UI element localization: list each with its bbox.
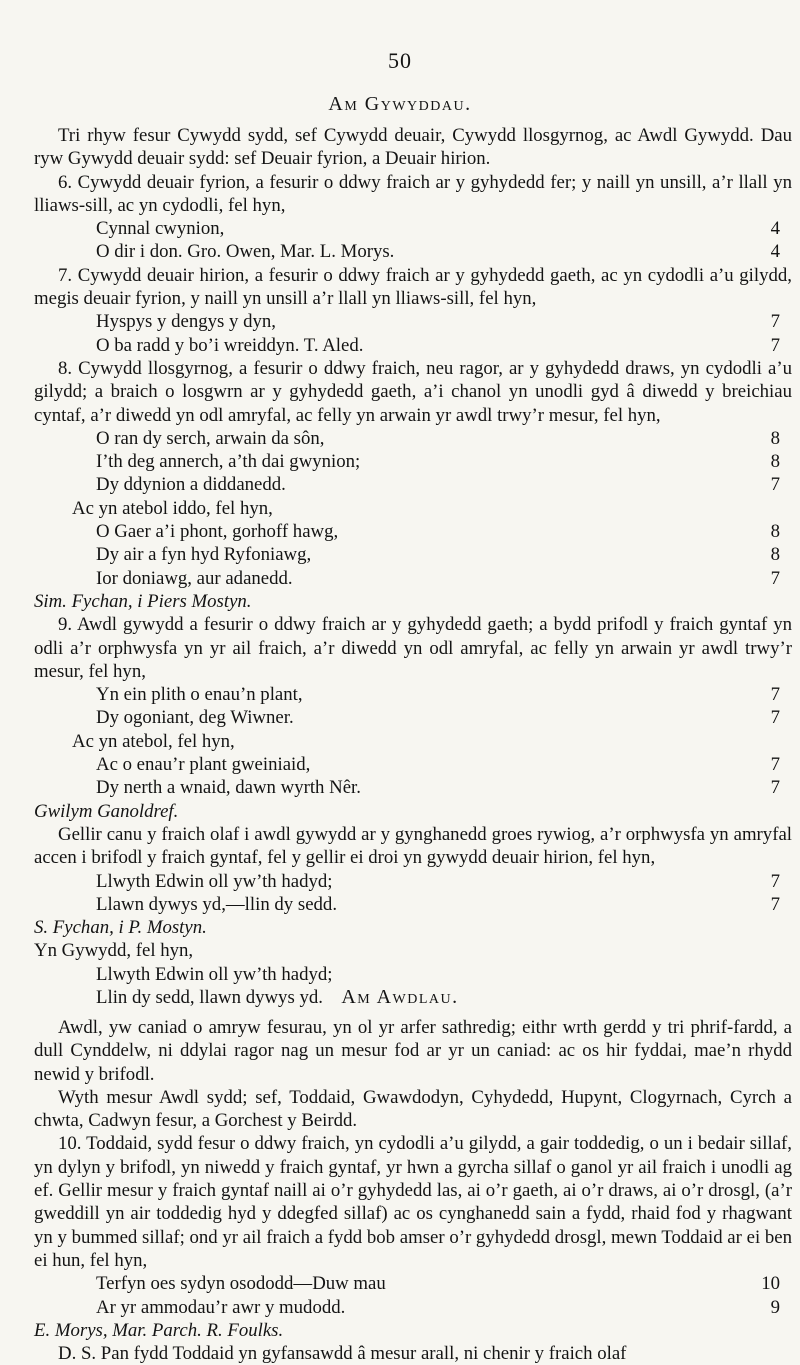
syllable-count: 7	[770, 893, 780, 915]
attribution: Gwilym Ganoldref.	[34, 800, 179, 822]
paragraph-6: 6. Cywydd deuair fyrion, a fesurir o ddwy fraich ar y gyhydedd fer; y naill yn unsill, a’r llall yn lliaws-sill, ac yn cydodli, fel hyn,	[34, 171, 792, 216]
paragraph-7: 7. Cywydd deuair hirion, a fesurir o ddwy fraich ar y gyhydedd gaeth, ac yn cydodli a’u gilydd, megis deuair fyrion, y naill yn unsill a’r llall yn lliaws-sill, fel hyn,	[34, 264, 792, 310]
verse-line: Dy ogoniant, deg Wiwner. 7	[96, 707, 780, 729]
verse-line: Llwyth Edwin oll yw’th hadyd;	[96, 963, 333, 985]
attribution: Sim. Fychan, i Piers Mostyn.	[34, 590, 252, 612]
verse-line: O Gaer a’i phont, gorhoff hawg, 8	[96, 521, 780, 543]
syllable-count: 4	[770, 241, 780, 263]
section-body-awdlau	[34, 1016, 792, 1365]
verse-intro: Ac yn atebol, fel hyn,	[72, 730, 235, 752]
section-heading-awdlau: Am Awdlau.	[341, 986, 459, 1008]
verse-line: Ac o enau’r plant gweiniaid, 7	[96, 754, 780, 776]
verse-intro: Ac yn atebol iddo, fel hyn,	[72, 497, 273, 519]
paragraph: Tri rhyw fesur Cywydd sydd, sef Cywydd deuair, Cywydd llosgyrnog, ac Awdl Gywydd. Dau ryw Gywydd deuair sydd: sef Deuair fyrion, a Deuair hirion.	[34, 125, 792, 170]
page-number: 50	[388, 48, 412, 73]
verse-line: Dy nerth a wnaid, dawn wyrth Nêr. 7	[96, 777, 780, 799]
verse-line: Hyspys y dengys y dyn, 7	[96, 311, 780, 333]
verse-line: Dy air a fyn hyd Ryfoniawg, 8	[96, 544, 780, 566]
verse-line: Terfyn oes sydyn osododd—Duw mau 10	[96, 1273, 780, 1295]
syllable-count: 8	[770, 427, 780, 449]
section-body-cywyddau	[34, 124, 792, 1009]
verse-line: Cynnal cwynion, 4	[96, 218, 780, 240]
verse-line: Ar yr ammodau’r awr y mudodd. 9	[96, 1296, 780, 1318]
syllable-count: 7	[770, 567, 780, 589]
verse-line: Yn ein plith o enau’n plant, 7	[96, 684, 780, 706]
syllable-count: 7	[770, 754, 780, 776]
section-heading-cywyddau: Am Gywyddau.	[328, 93, 472, 115]
verse-line: Llin dy sedd, llawn dywys yd.	[96, 986, 323, 1008]
verse-line: O ba radd y bo’i wreiddyn. T. Aled. 7	[96, 334, 780, 356]
verse-intro: Yn Gywydd, fel hyn,	[34, 940, 194, 962]
verse-line: I’th deg annerch, a’th dai gwynion; 8	[96, 451, 780, 473]
syllable-count: 7	[770, 311, 780, 333]
attribution: E. Morys, Mar. Parch. R. Foulks.	[34, 1319, 284, 1341]
syllable-count: 7	[770, 707, 780, 729]
syllable-count: 10	[761, 1273, 780, 1295]
paragraph: Awdl, yw caniad o amryw fesurau, yn ol yr arfer sathredig; eithr wrth gerdd y tri phrif-fardd, a dull Cynddelw, ni ddylai ragor nag un mesur fod ar yr un caniad: ac os hir fyddai, mae’n rhydd newid y brifodl.	[34, 1017, 792, 1085]
footnote: D. S. Pan fydd Toddaid yn gyfansawdd â mesur arall, ni chenir y fraich olaf	[58, 1343, 627, 1365]
syllable-count: 9	[770, 1296, 780, 1318]
verse-line: Dy ddynion a diddanedd. 7	[96, 474, 780, 496]
syllable-count: 8	[770, 451, 780, 473]
verse-line: Llawn dywys yd,—llin dy sedd. 7	[96, 893, 780, 915]
verse-line: O ran dy serch, arwain da sôn, 8	[96, 427, 780, 449]
paragraph-10: Gellir canu y fraich olaf i awdl gywydd ar y gynghanedd groes rywiog, a’r orphwysfa yn amryfal accen i brifodl y fraich gyntaf, fel y gellir ei droi yn gywydd deuair hirion, fel hyn,	[34, 823, 792, 869]
syllable-count: 7	[770, 474, 780, 496]
syllable-count: 7	[770, 870, 780, 892]
verse-line: Llwyth Edwin oll yw’th hadyd; 7	[96, 870, 780, 892]
paragraph-9: 9. Awdl gywydd a fesurir o ddwy fraich ar y gyhydedd gaeth; a bydd prifodl y fraich gyntaf yn odli a’r orphwysfa yn yr ail fraich, a’r diwedd yn odl amryfal, ac felly yn arwain yr awdl trwy’r mesur, fel hyn,	[34, 614, 792, 682]
syllable-count: 8	[770, 521, 780, 543]
paragraph-10-toddaid: 10. Toddaid, sydd fesur o ddwy fraich, yn cydodli a’u gilydd, a gair toddedig, o un i bedair sillaf, yn dylyn y brifodl, yn niwedd y fraich gyntaf, yr hwn a gyrcha sillaf o ganol yr ail fraich i unodli ag ef. Gellir mesur y fraich gyntaf naill ai o’r gyhydedd las, ai o’r gaeth, ai o’r draws, ai o’r drosgl, (a’r gweddill yn air toddedig hyd y ddegfed sillaf) ac os cynghanedd sain a fydd, rhaid fod y rhagwant yn y bummed sillaf; ond yr ail fraich a fydd bob amser o’r gyhydedd drosgl, mewn Toddaid ar ei ben ei hun, fel hyn,	[34, 1133, 792, 1271]
attribution: S. Fychan, i P. Mostyn.	[34, 917, 207, 939]
syllable-count: 7	[770, 777, 780, 799]
paragraph-8: 8. Cywydd llosgyrnog, a fesurir o ddwy fraich, neu ragor, ar y gyhydedd draws, yn cydodli a’u gilydd; a braich o losgwrn ar y gyhydedd gaeth, a’i chanol yn unodli gyd â diwedd y breichiau cyntaf, a’r diwedd yn odl amryfal, ac felly yn arwain yr awdl trwy’r mesur, fel hyn,	[34, 357, 792, 426]
verse-line: O dir i don. Gro. Owen, Mar. L. Morys. 4	[96, 241, 780, 263]
syllable-count: 7	[770, 684, 780, 706]
verse-line: Ior doniawg, aur adanedd. 7	[96, 567, 780, 589]
syllable-count: 8	[770, 544, 780, 566]
paragraph: Wyth mesur Awdl sydd; sef, Toddaid, Gwawdodyn, Cyhydedd, Hupynt, Clogyrnach, Cyrch a chwta, Cadwyn fesur, a Gorchest y Beirdd.	[34, 1086, 792, 1132]
syllable-count: 4	[770, 218, 780, 240]
syllable-count: 7	[770, 334, 780, 356]
